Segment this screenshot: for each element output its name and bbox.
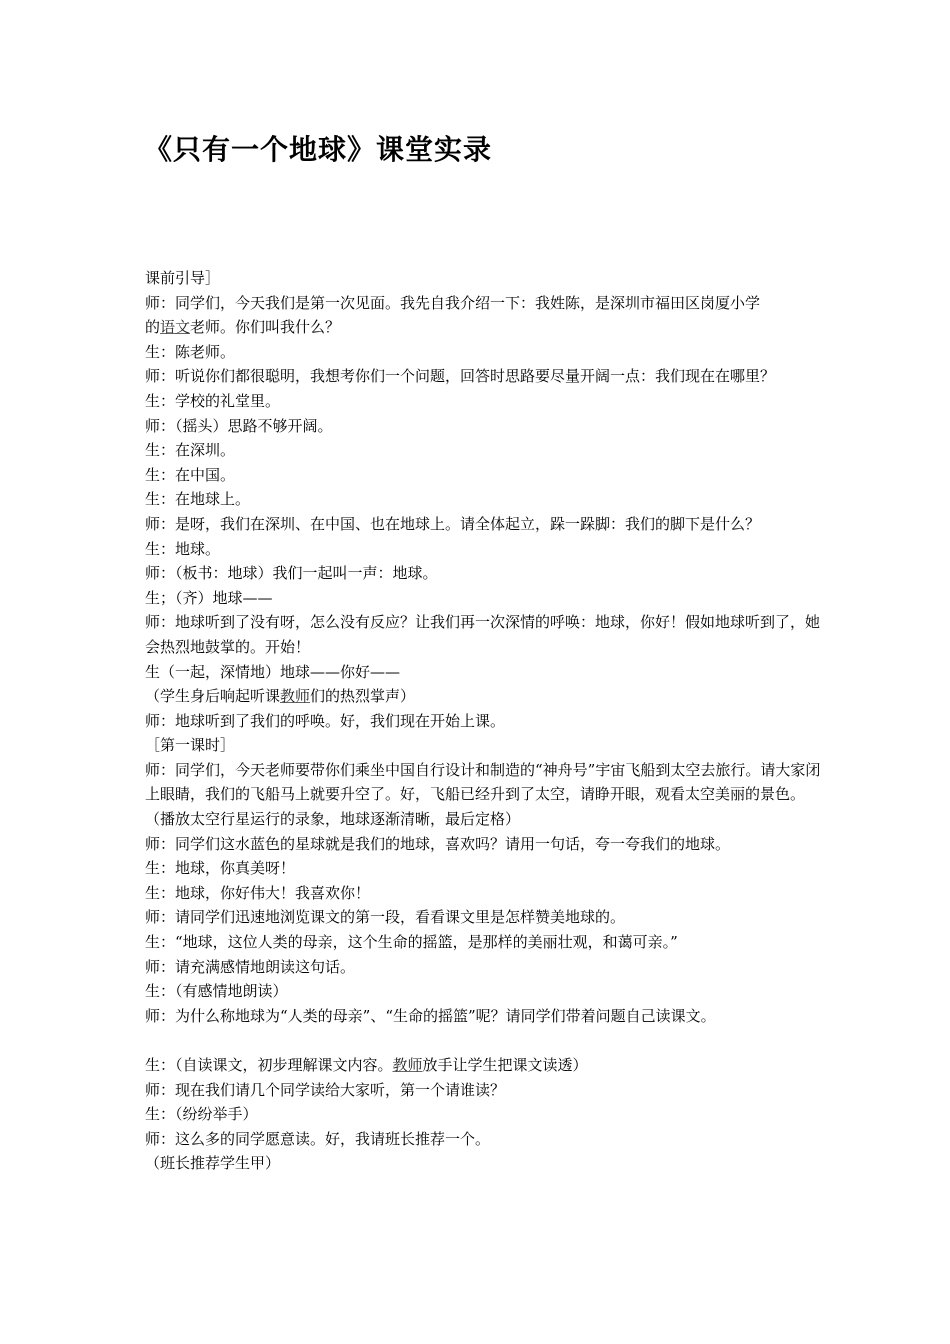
paragraph [145, 684, 825, 709]
paragraph: 师：为什么称地球为“人类的母亲”、“生命的摇篮”呢？请同学们带着问题自己读课文。 [145, 1006, 716, 1025]
paragraph: 师：地球听到了我们的呼唤。好，我们现在开始上课。 [145, 711, 506, 730]
paragraph-text: 的 [145, 318, 161, 337]
paragraph: 师：同学们，今天老师要带你们乘坐中国自行设计和制造的“神舟号”宇宙飞船到太空去旅行。请大家闭上眼睛，我们的飞船马上就要升空了。好，飞船已经升到了太空，请睁开眼，观看太空美丽的景色。 [145, 760, 821, 804]
paragraph: 师：（板书：地球）我们一起叫一声：地球。 [145, 564, 438, 583]
paragraph-text: 老师。你们叫我什么？ [190, 318, 341, 337]
paragraph-text: （学生身后响起听课 [145, 687, 281, 706]
paragraph: 生：地球。 [145, 539, 221, 558]
paragraph: 生：在中国。 [145, 465, 236, 484]
paragraph: 生（一起，深情地）地球——你好—— [145, 662, 401, 681]
paragraph: 师：这么多的同学愿意读。好，我请班长推荐一个。 [145, 1129, 491, 1148]
paragraph: 生：（有感情地朗读） [145, 982, 288, 1001]
paragraph: 师：现在我们请几个同学读给大家听，第一个请谁读？ [145, 1080, 506, 1099]
document-title: 《只有一个地球》课堂实录 [144, 133, 493, 166]
paragraph [145, 1053, 825, 1078]
paragraph-text: 们的热烈掌声） [310, 687, 416, 706]
paragraph: 生：（纷纷举手） [145, 1105, 258, 1124]
paragraph-text: 生：（自读课文，初步理解课文内容。 [145, 1056, 393, 1074]
paragraph: 生：在深圳。 [145, 441, 236, 460]
paragraph: 师：同学们这水蓝色的星球就是我们的地球，喜欢吗？请用一句话，夸一夸我们的地球。 [145, 834, 731, 853]
paragraph: 生：“地球，这位人类的母亲，这个生命的摇篮，是那样的美丽壮观，和蔼可亲。” [145, 933, 678, 952]
paragraph: 师：请充满感情地朗读这句话。 [145, 957, 356, 976]
paragraph: 师：地球听到了没有呀，怎么没有反应？让我们再一次深情的呼唤：地球，你好！假如地球听到了，她会热烈地鼓掌的。开始！ [145, 613, 821, 656]
paragraph: 生：地球，你真美呀！ [145, 859, 296, 878]
inline-link[interactable]: 教师 [392, 1056, 423, 1074]
paragraph: 师：是呀，我们在深圳、在中国、也在地球上。请全体起立，跺一跺脚：我们的脚下是什么？ [145, 514, 761, 533]
paragraph [145, 315, 825, 340]
inline-link[interactable]: 语文 [160, 318, 191, 337]
paragraph: 师：听说你们都很聪明，我想考你们一个问题，回答时思路要尽量开阔一点：我们现在在哪里？ [145, 367, 776, 386]
paragraph: （播放太空行星运行的录象，地球逐渐清晰，最后定格） [145, 810, 521, 829]
paragraph: 生：陈老师。 [145, 342, 236, 361]
paragraph: 师：请同学们迅速地浏览课文的第一段，看看课文里是怎样赞美地球的。 [145, 908, 626, 927]
paragraph: 生：地球，你好伟大！我喜欢你！ [145, 883, 371, 902]
paragraph: 课前引导］ [145, 269, 221, 287]
paragraph: （班长推荐学生甲） [145, 1154, 281, 1173]
paragraph: ［第一课时］ [145, 736, 236, 755]
paragraph: 师：（摇头）思路不够开阔。 [145, 416, 333, 435]
document-body [145, 266, 825, 1176]
paragraph-text: 放手让学生把课文读透） [422, 1056, 588, 1074]
paragraph: 生：学校的礼堂里。 [145, 391, 281, 410]
paragraph: 生；（齐）地球—— [145, 588, 273, 607]
paragraph: 师：同学们，今天我们是第一次见面。我先自我介绍一下：我姓陈，是深圳市福田区岗厦小学 [145, 293, 761, 312]
inline-link[interactable]: 教师 [280, 687, 311, 706]
paragraph: 生：在地球上。 [145, 490, 251, 509]
